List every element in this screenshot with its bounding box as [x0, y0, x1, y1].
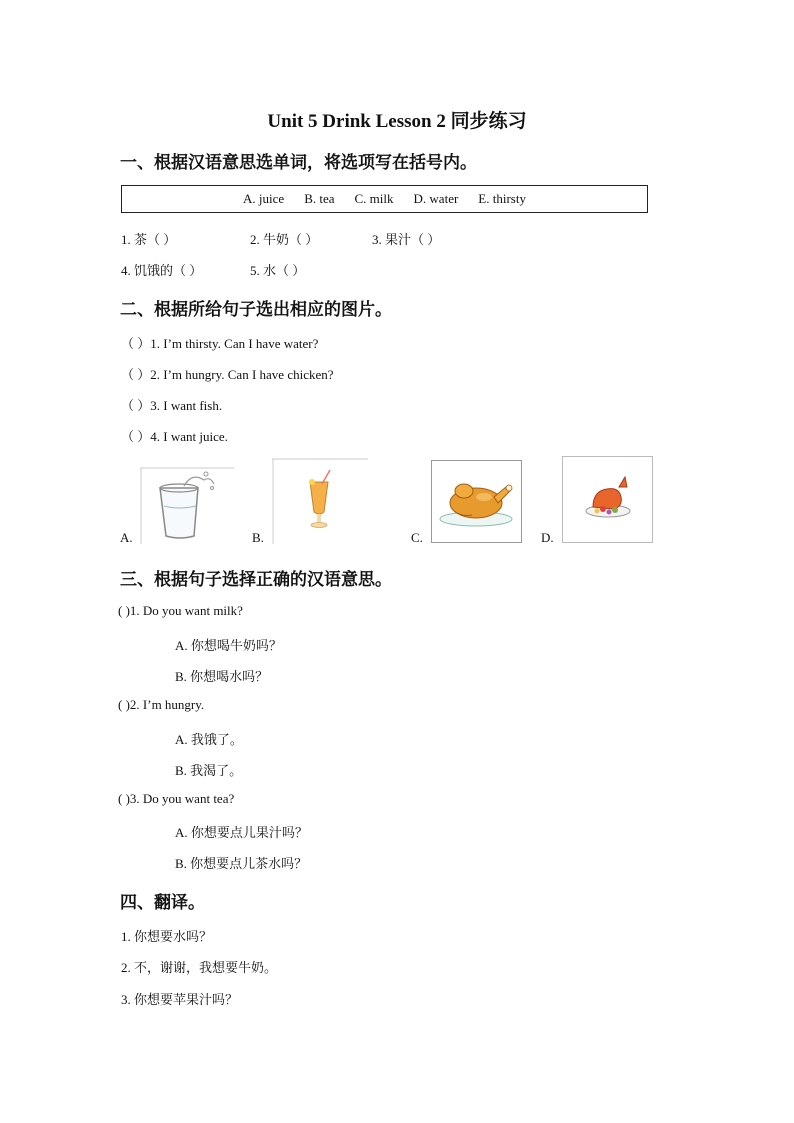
picture-label: A. [120, 530, 133, 545]
answer-option: A. 你想喝牛奶吗？ [175, 638, 282, 653]
section-heading-1: 一、根据汉语意思选单词，将选项写在括号内。 [120, 153, 477, 172]
translation-item: 2. 不，谢谢，我想要牛奶。 [121, 960, 278, 975]
word-option: E. thirsty [478, 191, 526, 206]
roast-chicken-icon [431, 460, 522, 543]
section-heading-3: 三、根据句子选择正确的汉语意思。 [120, 570, 392, 589]
question-item: 3. 果汁（ ） [372, 232, 441, 247]
word-option: A. juice [243, 191, 285, 206]
answer-option: B. 你想喝水吗？ [175, 669, 269, 684]
glass-of-water-icon [140, 466, 234, 544]
question-item: ( )2. I’m hungry. [118, 697, 205, 712]
picture-label: B. [252, 530, 264, 545]
question-item: 4. 饥饿的（ ） [121, 263, 203, 278]
question-item: ( )3. Do you want tea? [118, 791, 235, 806]
translation-item: 3. 你想要苹果汁吗？ [121, 992, 239, 1007]
fish-dish-icon [562, 456, 653, 543]
question-item: （ ）1. I’m thirsty. Can I have water? [121, 336, 319, 351]
question-item: 1. 茶（ ） [121, 232, 177, 247]
question-item: （ ）4. I want juice. [121, 429, 228, 444]
page-title: Unit 5 Drink Lesson 2 同步练习 [267, 111, 527, 132]
glass-of-juice-icon [272, 458, 368, 544]
question-item: 2. 牛奶（ ） [250, 232, 319, 247]
section-heading-2: 二、根据所给句子选出相应的图片。 [120, 300, 392, 319]
question-item: ( )1. Do you want milk? [118, 603, 243, 618]
word-bank-box [121, 185, 648, 213]
answer-option: A. 你想要点儿果汁吗？ [175, 825, 308, 840]
question-item: 5. 水（ ） [250, 263, 306, 278]
word-option: D. water [413, 191, 459, 206]
word-option: C. milk [354, 191, 394, 206]
section-heading-4: 四、翻译。 [120, 893, 205, 912]
translation-item: 1. 你想要水吗？ [121, 929, 213, 944]
question-item: （ ）2. I’m hungry. Can I have chicken? [121, 367, 334, 382]
answer-option: A. 我饿了。 [175, 732, 243, 747]
picture-label: C. [411, 530, 423, 545]
answer-option: B. 你想要点儿茶水吗？ [175, 856, 308, 871]
answer-option: B. 我渴了。 [175, 763, 243, 778]
question-item: （ ）3. I want fish. [121, 398, 223, 413]
word-option: B. tea [304, 191, 335, 206]
picture-label: D. [541, 530, 554, 545]
